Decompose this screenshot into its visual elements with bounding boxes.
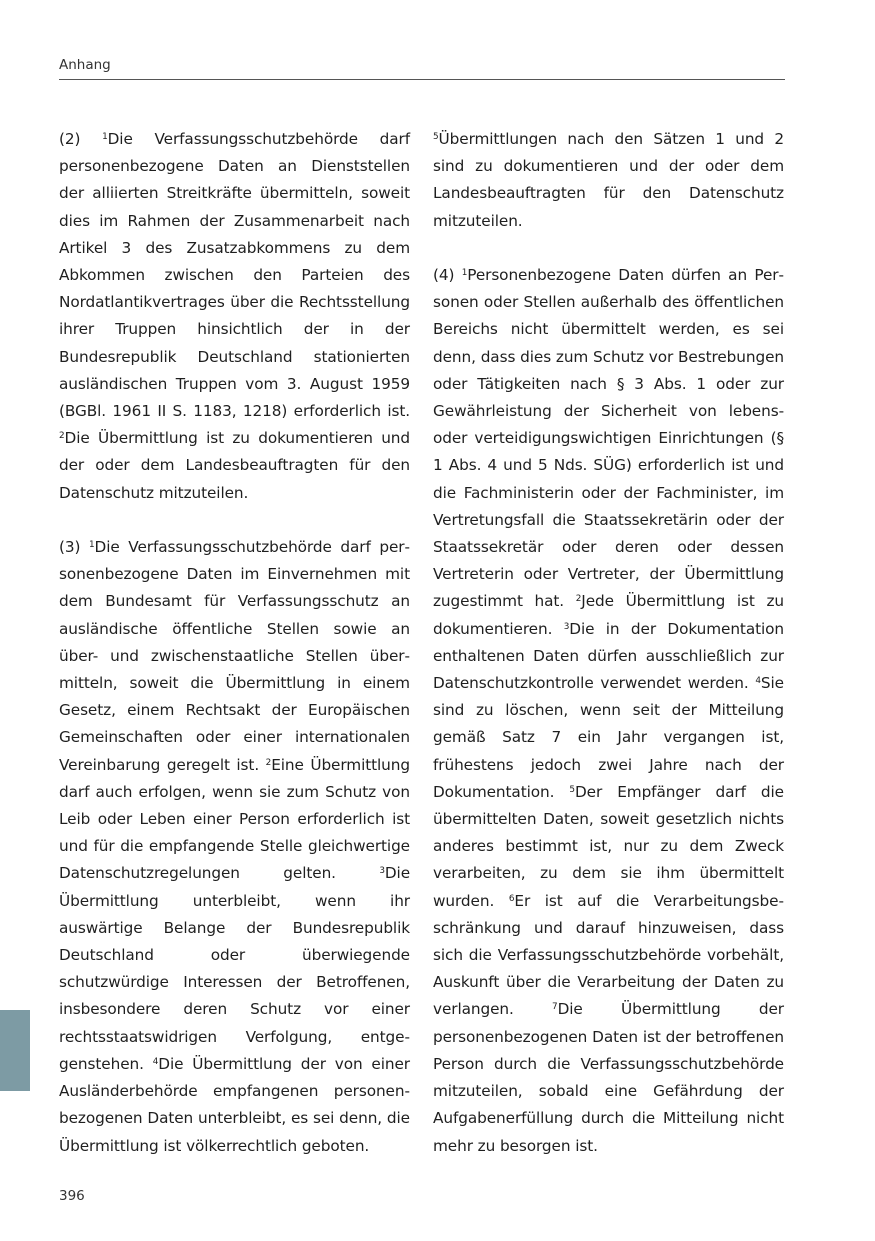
sentence-number: 4: [755, 676, 761, 687]
sentence-number: 2: [575, 594, 582, 605]
paragraph-2: (2) $^1$Die Verfassungsschutzbehörde darf personenbezogene Daten an Dienststellen der alliierten Streitkräfte übermitteln, soweit dies im Rahmen der Zusammenarbeit nach Artikel 3 des Zusatzabkommens zu dem Abkommen zwischen den Parteien des Nordatlantikvertrages über die Rechtsstellung ihrer Truppen hinsichtlich der in der Bundesrepublik Deutschland stationierten ausländischen Truppen vom 3. August 1959 (BGBl. 1961 II S. 1183, 1218) erforderlich ist. $^2$Die Übermittlung ist zu dokumentieren und der oder dem Landesbeauftragten für den Datenschutz mitzuteilen.: [59, 130, 410, 502]
sentence-number: 1: [461, 268, 468, 279]
right-column: [433, 126, 784, 1160]
sentence-number: 6: [508, 893, 515, 904]
sentence-number: 2: [59, 431, 65, 442]
chapter-side-tab: [0, 1010, 30, 1091]
sentence-number: 3: [563, 621, 570, 632]
left-column: [59, 126, 410, 1160]
sentence-number: 1: [89, 540, 95, 551]
page-number: 396: [59, 1188, 85, 1204]
sentence-number: 3: [379, 866, 385, 877]
sentence-number: 5: [569, 784, 575, 795]
sentence-number: 1: [102, 132, 108, 143]
sentence-number: 5: [433, 132, 439, 143]
paragraph-4: (4) $^1$Personenbezogene Daten dürfen an Personen oder Stellen außerhalb des öffentlichen Bereichs nicht übermittelt werden, es sei denn, dass dies zum Schutz vor Bestrebungen oder Tätigkeiten nach § 3 Abs. 1 oder zur Gewährleistung der Sicherheit von lebens- oder verteidigungswichtigen Einrichtungen (§ 1 Abs. 4 und 5 Nds. SÜG) erforderlich ist und die Fachministerin oder der Fachminister, im Vertretungsfall die Staatssekretärin oder der Staatssekretär oder deren oder dessen Vertreterin oder Vertreter, der Übermittlung zugestimmt hat. $^2$Jede Übermittlung ist zu dokumentieren. $^3$Die in der Dokumentation enthaltenen Daten dürfen ausschließlich zur Datenschutzkontrolle verwendet werden. $^4$Sie sind zu löschen, wenn seit der Mitteilung gemäß Satz 7 ein Jahr vergangen ist, frühestens jedoch zwei Jahre nach der Dokumentation. $^5$Der Empfänger darf die übermittelten Daten, soweit gesetzlich nichts anderes bestimmt ist, nur zu dem Zweck verarbeiten, zu dem sie ihm übermittelt wurden. $^6$Er ist auf die Verarbeitungsbeschränkung und darauf hinzuweisen, dass sich die Verfassungsschutzbehörde vorbehält, Auskunft über die Verarbeitung der Daten zu verlangen. $^7$Die Übermittlung der personenbezogenen Daten ist der betroffenen Person durch die Verfassungsschutzbehörde mitzuteilen, sobald eine Gefährdung der Aufgabenerfüllung durch die Mitteilung nicht mehr zu besorgen ist.: [433, 266, 784, 1155]
sentence-number: 2: [265, 757, 272, 768]
sentence-number: 7: [552, 1002, 558, 1013]
sentence-number: 4: [152, 1057, 159, 1068]
paragraph-3-continued: $^5$Übermittlungen nach den Sätzen 1 und 2 sind zu dokumentieren und der oder dem Landesbeauftragten für den Datenschutz mitzuteilen.: [433, 130, 784, 230]
header-divider: [59, 79, 785, 80]
paragraph-3: (3) $^1$Die Verfassungsschutzbehörde darf personenbezogene Daten im Einvernehmen mit dem Bundesamt für Verfassungsschutz an ausländische öffentliche Stellen sowie an über- und zwischenstaatliche Stellen übermitteln, soweit die Übermittlung in einem Gesetz, einem Rechtsakt der Europäischen Gemeinschaften oder einer internationalen Vereinbarung geregelt ist. $^2$Eine Übermittlung darf auch erfolgen, wenn sie zum Schutz von Leib oder Leben einer Person erforderlich ist und für die empfangende Stelle gleichwertige Datenschutzregelungen gelten. $^3$Die Übermittlung unterbleibt, wenn ihr auswärtige Belange der Bundesrepublik Deutschland oder überwiegende schutzwürdige Interessen der Betroffenen, insbesondere deren Schutz vor einer rechtsstaatswidrigen Verfolgung, entgegenstehen. $^4$Die Übermittlung der von einer Ausländerbehörde empfangenen personenbezogenen Daten unterbleibt, es sei denn, die Übermittlung ist völkerrechtlich geboten.: [59, 538, 410, 1155]
running-header: Anhang: [59, 57, 111, 73]
